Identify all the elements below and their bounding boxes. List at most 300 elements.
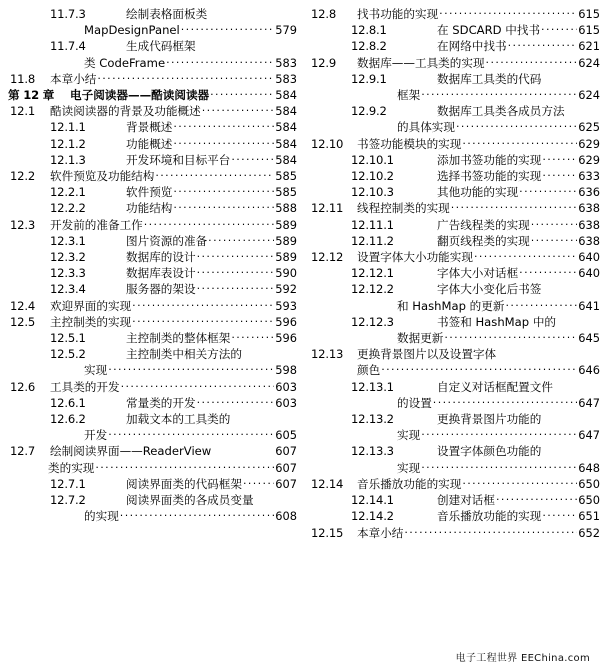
- toc-entry-title: 主控制类中相关方法的: [126, 347, 242, 362]
- toc-leader-dots: [451, 200, 577, 216]
- toc-page-number: 598: [275, 363, 297, 378]
- toc-leader-dots: [421, 427, 577, 443]
- toc-entry-title: 更换背景图片功能的: [437, 412, 542, 427]
- toc-entry[interactable]: [8, 71, 297, 87]
- toc-entry-title: 开发: [84, 428, 108, 443]
- toc-entry[interactable]: [311, 281, 600, 297]
- toc-entry[interactable]: [311, 443, 600, 459]
- toc-entry-title: 广告线程类的实现: [437, 217, 530, 232]
- toc-entry-number: 12.10: [311, 136, 344, 151]
- toc-leader-dots: [496, 492, 577, 508]
- toc-leader-dots: [531, 217, 577, 233]
- toc-entry[interactable]: [311, 38, 600, 54]
- toc-entry-title: 在网络中找书: [437, 39, 507, 54]
- toc-entry[interactable]: [8, 298, 297, 314]
- toc-entry-number: 12.12.1: [351, 266, 394, 281]
- toc-leader-dots: [173, 119, 274, 135]
- toc-leader-dots: [132, 298, 274, 314]
- toc-entry-title: 数据更新: [397, 331, 444, 346]
- toc-page-number: 651: [578, 509, 600, 524]
- toc-leader-dots: [197, 395, 275, 411]
- toc-entry-number: 12.2: [10, 169, 36, 184]
- toc-page-number: 641: [578, 298, 600, 313]
- toc-entry-title: 音乐播放功能的实现: [437, 509, 542, 524]
- toc-entry-title: 其他功能的实现: [437, 185, 519, 200]
- toc-entry-title: 翻页线程类的实现: [437, 233, 530, 248]
- toc-page-number: 652: [578, 525, 600, 540]
- toc-entry[interactable]: [8, 443, 297, 459]
- toc-entry[interactable]: [8, 281, 297, 297]
- toc-entry-title: 线程控制类的实现: [357, 201, 450, 216]
- toc-leader-dots: [381, 362, 577, 378]
- toc-page-number: 584: [275, 88, 297, 103]
- toc-page-number: 583: [275, 55, 297, 70]
- toc-entry-title: MapDesignPanel: [84, 23, 180, 38]
- toc-leader-dots: [474, 249, 577, 265]
- toc-page-number: 608: [275, 509, 297, 524]
- toc-page-number: 584: [275, 136, 297, 151]
- toc-entry-title: 加载文本的工具类的: [126, 412, 231, 427]
- toc-page-number: 589: [275, 233, 297, 248]
- toc-page-number: 648: [578, 460, 600, 475]
- toc-entry-title: 数据库的设计: [126, 250, 196, 265]
- toc-entry-title: 数据库——工具类的实现: [357, 55, 485, 70]
- toc-entry-title: 书签和 HashMap 中的: [437, 314, 557, 329]
- toc-entry-title: 欢迎界面的实现: [50, 298, 132, 313]
- toc-entry-number: 12.11.1: [351, 217, 394, 232]
- toc-entry-title: 本章小结: [357, 525, 404, 540]
- toc-entry-number: 12.5.2: [50, 347, 86, 362]
- toc-page-number: 579: [275, 23, 297, 38]
- toc-entry-number: 12.13.2: [351, 412, 394, 427]
- toc-entry-title: 服务器的架设: [126, 282, 196, 297]
- toc-entry-continuation[interactable]: [311, 362, 600, 378]
- toc-entry-continuation[interactable]: [8, 427, 297, 443]
- toc-entry-continuation[interactable]: [8, 508, 297, 524]
- toc-entry-title: 更换背景图片以及设置字体: [357, 347, 497, 362]
- toc-page-number: 640: [578, 266, 600, 281]
- toc-entry-title: 类 CodeFrame: [84, 55, 166, 70]
- toc-page-number: 593: [275, 298, 297, 313]
- toc-page-number: 584: [275, 120, 297, 135]
- toc-entry-number: 12.14.1: [351, 493, 394, 508]
- toc-entry-title: 颜色: [357, 363, 381, 378]
- toc-entry-number: 12.2.1: [50, 185, 86, 200]
- toc-indent-spacer: [8, 362, 84, 378]
- toc-entry-number: 12.3.3: [50, 266, 86, 281]
- toc-entry-number: 12.15: [311, 525, 344, 540]
- toc-leader-dots: [231, 330, 274, 346]
- toc-entry-title: 数据库工具类的代码: [437, 71, 542, 86]
- toc-leader-dots: [542, 152, 577, 168]
- toc-entry-title: 实现: [84, 363, 108, 378]
- toc-entry[interactable]: [311, 152, 600, 168]
- toc-entry[interactable]: [8, 184, 297, 200]
- toc-leader-dots: [531, 233, 577, 249]
- toc-page-number: 589: [275, 217, 297, 232]
- toc-indent-spacer: [311, 427, 397, 443]
- toc-entry-title: 主控制类的整体框架: [126, 331, 231, 346]
- toc-entry-continuation[interactable]: [8, 460, 297, 476]
- toc-page-number: 646: [578, 363, 600, 378]
- toc-entry[interactable]: [311, 492, 600, 508]
- toc-entry-title: 数据库表设计: [126, 266, 196, 281]
- toc-entry-number: 11.7.3: [50, 7, 86, 21]
- toc-page-number: 645: [578, 331, 600, 346]
- toc-indent-spacer: [8, 22, 84, 38]
- toc-entry-title: 软件预览及功能结构: [50, 169, 155, 184]
- toc-entry-title: 阅读界面类的各成员变量: [126, 493, 254, 508]
- toc-indent-spacer: [311, 460, 397, 476]
- toc-entry-number: 12.7.2: [50, 493, 86, 508]
- toc-entry-number: 12.14: [311, 476, 344, 491]
- toc-entry-number: 12.2.2: [50, 201, 86, 216]
- toc-leader-dots: [519, 184, 577, 200]
- toc-page-number: 640: [578, 250, 600, 265]
- toc-entry-title: 生成代码框架: [126, 39, 196, 54]
- toc-entry-continuation[interactable]: [311, 87, 600, 103]
- toc-entry-title: 图片资源的准备: [126, 233, 208, 248]
- toc-leader-dots: [108, 427, 274, 443]
- toc-right-column: [311, 6, 600, 646]
- toc-page-number: 607: [275, 444, 297, 459]
- toc-page-number: 596: [275, 314, 297, 329]
- toc-entry[interactable]: [311, 233, 600, 249]
- toc-entry-title: 框架: [397, 88, 421, 103]
- toc-entry-number: 12.5: [10, 314, 36, 329]
- toc-entry[interactable]: [311, 346, 600, 362]
- toc-entry[interactable]: [311, 379, 600, 395]
- toc-entry-number: 12.6.2: [50, 412, 86, 427]
- toc-leader-dots: [173, 200, 274, 216]
- toc-leader-dots: [208, 233, 274, 249]
- toc-page-number: 638: [578, 201, 600, 216]
- toc-page-number: 647: [578, 428, 600, 443]
- toc-entry[interactable]: [8, 168, 297, 184]
- toc-entry-title: 功能概述: [126, 136, 173, 151]
- toc-entry-number: 12.9.2: [351, 104, 387, 119]
- toc-page-number: 585: [275, 185, 297, 200]
- toc-left-column: [8, 6, 297, 646]
- toc-entry[interactable]: [311, 217, 600, 233]
- toc-leader-dots: [542, 508, 577, 524]
- toc-entry-number: 12.10.2: [351, 169, 394, 184]
- toc-page-number: 624: [578, 88, 600, 103]
- toc-entry-title: 书签功能模块的实现: [357, 136, 462, 151]
- toc-entry-number: 12.11.2: [351, 233, 394, 248]
- toc-entry-number: 12.9: [311, 55, 337, 70]
- toc-page-number: 638: [578, 217, 600, 232]
- toc-entry-continuation[interactable]: [8, 22, 297, 38]
- toc-entry-title: 主控制类的实现: [50, 314, 132, 329]
- toc-entry-title: 设置字体大小功能实现: [357, 250, 473, 265]
- toc-entry-number: 12.8.2: [351, 39, 387, 54]
- toc-entry-title: 的设置: [397, 395, 432, 410]
- toc-entry[interactable]: [311, 184, 600, 200]
- toc-page-number: 629: [578, 136, 600, 151]
- toc-page-number: 638: [578, 233, 600, 248]
- toc-entry[interactable]: [8, 249, 297, 265]
- toc-entry-title: 的实现: [84, 509, 119, 524]
- toc-entry[interactable]: [311, 314, 600, 330]
- toc-entry[interactable]: [8, 492, 297, 508]
- toc-entry-title: 音乐播放功能的实现: [357, 476, 462, 491]
- toc-leader-dots: [542, 168, 577, 184]
- toc-entry-number: 12.11: [311, 201, 344, 216]
- toc-leader-dots: [519, 265, 577, 281]
- toc-leader-dots: [197, 265, 275, 281]
- toc-entry-title: 本章小结: [50, 71, 97, 86]
- toc-entry[interactable]: [311, 22, 600, 38]
- toc-page-number: 633: [578, 169, 600, 184]
- toc-page-number: 589: [275, 250, 297, 265]
- toc-entry-continuation[interactable]: [311, 427, 600, 443]
- toc-page-number: 592: [275, 282, 297, 297]
- toc-leader-dots: [173, 136, 274, 152]
- toc-entry-title: 添加书签功能的实现: [437, 152, 542, 167]
- toc-entry-number: 11.8: [10, 71, 36, 86]
- toc-indent-spacer: [311, 330, 397, 346]
- toc-entry-title: 开发环境和目标平台: [126, 152, 231, 167]
- toc-entry-title: 在 SDCARD 中找书: [437, 23, 541, 38]
- toc-entry[interactable]: [311, 249, 600, 265]
- toc-leader-dots: [181, 22, 274, 38]
- toc-entry-number: 12.13.1: [351, 379, 394, 394]
- toc-entry-title: 背景概述: [126, 120, 173, 135]
- toc-entry-title: 功能结构: [126, 201, 173, 216]
- toc-indent-spacer: [311, 119, 397, 135]
- toc-entry[interactable]: [8, 103, 297, 119]
- toc-leader-dots: [444, 330, 577, 346]
- toc-leader-dots: [95, 460, 274, 476]
- toc-entry-number: 12.13: [311, 347, 344, 362]
- toc-leader-dots: [421, 87, 577, 103]
- toc-leader-dots: [120, 508, 274, 524]
- toc-entry-title: 常量类的开发: [126, 395, 196, 410]
- toc-entry[interactable]: [8, 379, 297, 395]
- toc-entry-number: 12.6: [10, 379, 36, 394]
- toc-entry[interactable]: [8, 152, 297, 168]
- toc-page-number: 603: [275, 379, 297, 394]
- toc-entry-title: 电子阅读器——酷读阅读器: [70, 88, 210, 103]
- toc-page-number: 605: [275, 428, 297, 443]
- toc-entry-title: 选择书签功能的实现: [437, 169, 542, 184]
- toc-page-number: 588: [275, 201, 297, 216]
- toc-page-number: 621: [578, 39, 600, 54]
- toc-entry-number: 12.1.3: [50, 152, 86, 167]
- toc-entry-title: 实现: [397, 460, 421, 475]
- toc-entry[interactable]: [8, 136, 297, 152]
- toc-page-number: 629: [578, 152, 600, 167]
- toc-entry[interactable]: [311, 508, 600, 524]
- toc-entry-title: 开发前的准备工作: [50, 217, 143, 232]
- toc-leader-dots: [197, 281, 275, 297]
- toc-entry-number: 12.12.2: [351, 282, 394, 297]
- toc-entry-number: 12.10.3: [351, 185, 394, 200]
- toc-entry-title: 工具类的开发: [50, 379, 120, 394]
- toc-entry-continuation[interactable]: [8, 55, 297, 71]
- toc-entry[interactable]: [8, 217, 297, 233]
- toc-entry-number: 12.5.1: [50, 331, 86, 346]
- toc-entry-continuation[interactable]: [311, 460, 600, 476]
- toc-entry-number: 第 12 章: [8, 88, 55, 103]
- toc-entry-title: 绘制阅读界面——ReaderView: [50, 444, 212, 459]
- toc-leader-dots: [97, 71, 274, 87]
- toc-entry[interactable]: [8, 476, 297, 492]
- toc-page-number: 650: [578, 493, 600, 508]
- toc-entry-continuation[interactable]: [311, 119, 600, 135]
- toc-leader-dots: [121, 379, 275, 395]
- toc-leader-dots: [173, 184, 274, 200]
- toc-entry[interactable]: [8, 314, 297, 330]
- toc-entry-title: 自定义对话框配置文件: [437, 379, 553, 394]
- toc-leader-dots: [439, 6, 577, 22]
- toc-entry-title: 创建对话框: [437, 493, 495, 508]
- toc-leader-dots: [202, 103, 275, 119]
- toc-entry[interactable]: [311, 71, 600, 87]
- toc-leader-dots: [166, 55, 274, 71]
- toc-leader-dots: [541, 22, 577, 38]
- toc-leader-dots: [433, 395, 577, 411]
- toc-leader-dots: [155, 168, 274, 184]
- toc-entry-title: 酷读阅读器的背景及功能概述: [50, 104, 201, 119]
- toc-page-number: 584: [275, 152, 297, 167]
- toc-entry[interactable]: [311, 411, 600, 427]
- toc-leader-dots: [144, 217, 274, 233]
- toc-indent-spacer: [8, 55, 84, 71]
- toc-leader-dots: [132, 314, 274, 330]
- toc-entry-number: 12.3.4: [50, 282, 86, 297]
- toc-entry[interactable]: [311, 525, 600, 541]
- toc-entry[interactable]: [311, 476, 600, 492]
- toc-entry-number: 12.1.1: [50, 120, 86, 135]
- toc-leader-dots: [486, 55, 578, 71]
- toc-page-number: 615: [578, 7, 600, 21]
- toc-entry-number: 11.7.4: [50, 39, 86, 54]
- toc-entry-continuation[interactable]: [8, 362, 297, 378]
- toc-leader-dots: [462, 136, 577, 152]
- toc-leader-dots: [210, 87, 274, 103]
- toc-entry-title: 和 HashMap 的更新: [397, 298, 505, 313]
- toc-entry[interactable]: [8, 87, 297, 103]
- toc-entry[interactable]: [311, 136, 600, 152]
- toc-entry-number: 12.8: [311, 7, 337, 21]
- toc-entry[interactable]: [8, 200, 297, 216]
- toc-entry[interactable]: [8, 38, 297, 54]
- toc-leader-dots: [462, 476, 577, 492]
- toc-entry-number: 12.3: [10, 217, 36, 232]
- toc-entry-continuation[interactable]: [311, 298, 600, 314]
- toc-indent-spacer: [311, 395, 397, 411]
- toc-page-number: 596: [275, 331, 297, 346]
- toc-entry[interactable]: [311, 265, 600, 281]
- toc-leader-dots: [508, 38, 578, 54]
- toc-entry-title: 软件预览: [126, 185, 173, 200]
- toc-leader-dots: [456, 119, 577, 135]
- toc-entry-number: 12.6.1: [50, 395, 86, 410]
- page-footer: 电子工程世界 EEChina.com: [455, 653, 590, 664]
- toc-leader-dots: [404, 525, 577, 541]
- toc-entry-number: 12.8.1: [351, 23, 387, 38]
- toc-page-number: 624: [578, 55, 600, 70]
- toc-entry-number: 12.1: [10, 104, 36, 119]
- toc-entry[interactable]: [311, 6, 600, 22]
- toc-indent-spacer: [8, 427, 84, 443]
- toc-entry[interactable]: [311, 168, 600, 184]
- toc-entry-number: 12.4: [10, 298, 36, 313]
- toc-page-number: 603: [275, 395, 297, 410]
- toc-entry[interactable]: [8, 346, 297, 362]
- toc-entry[interactable]: [311, 55, 600, 71]
- toc-indent-spacer: [311, 298, 397, 314]
- toc-entry-title: 的具体实现: [397, 120, 455, 135]
- toc-indent-spacer: [311, 362, 357, 378]
- toc-leader-dots: [421, 460, 577, 476]
- toc-entry-title: 字体大小对话框: [437, 266, 519, 281]
- toc-entry-number: 12.9.1: [351, 71, 387, 86]
- toc-entry-number: 12.3.2: [50, 250, 86, 265]
- toc-entry-number: 12.12: [311, 250, 344, 265]
- toc-leader-dots: [108, 362, 274, 378]
- toc-entry-number: 12.13.3: [351, 444, 394, 459]
- toc-entry[interactable]: [8, 119, 297, 135]
- toc-indent-spacer: [8, 508, 84, 524]
- toc-entry-number: 12.1.2: [50, 136, 86, 151]
- toc-leader-dots: [231, 152, 274, 168]
- toc-entry-title: 类的实现: [48, 460, 95, 475]
- toc-entry-title: 绘制表格面板类: [126, 7, 208, 21]
- toc-page-number: 607: [275, 460, 297, 475]
- toc-page-number: 607: [275, 476, 297, 491]
- toc-entry[interactable]: [8, 6, 297, 22]
- toc-entry-number: 12.12.3: [351, 314, 394, 329]
- toc-entry-number: 12.3.1: [50, 233, 86, 248]
- toc-entry-number: 12.10.1: [351, 152, 394, 167]
- toc-entry-continuation[interactable]: [311, 330, 600, 346]
- toc-page-number: 625: [578, 120, 600, 135]
- toc-entry-title: 设置字体颜色功能的: [437, 444, 542, 459]
- toc-page-number: 647: [578, 395, 600, 410]
- toc-entry[interactable]: [8, 233, 297, 249]
- toc-leader-dots: [197, 249, 275, 265]
- toc-entry[interactable]: [311, 200, 600, 216]
- toc-entry[interactable]: [8, 330, 297, 346]
- toc-entry[interactable]: [8, 395, 297, 411]
- toc-page-number: 615: [578, 23, 600, 38]
- toc-columns: [8, 6, 600, 646]
- toc-page-number: 590: [275, 266, 297, 281]
- toc-indent-spacer: [8, 460, 48, 476]
- toc-entry-number: 12.7: [10, 444, 36, 459]
- toc-entry[interactable]: [311, 103, 600, 119]
- toc-entry-title: 阅读界面类的代码框架: [126, 476, 242, 491]
- toc-entry-title: 找书功能的实现: [357, 7, 439, 21]
- toc-page-number: 584: [275, 104, 297, 119]
- toc-entry[interactable]: [8, 411, 297, 427]
- toc-page-number: 650: [578, 476, 600, 491]
- toc-entry-title: 字体大小变化后书签: [437, 282, 542, 297]
- toc-entry-number: 12.14.2: [351, 509, 394, 524]
- toc-indent-spacer: [311, 87, 397, 103]
- toc-page-number: 636: [578, 185, 600, 200]
- toc-leader-dots: [243, 476, 274, 492]
- toc-entry-title: 实现: [397, 428, 421, 443]
- toc-page-number: 585: [275, 169, 297, 184]
- toc-page-number: 583: [275, 71, 297, 86]
- toc-entry[interactable]: [8, 265, 297, 281]
- toc-entry-continuation[interactable]: [311, 395, 600, 411]
- toc-entry-number: 12.7.1: [50, 476, 86, 491]
